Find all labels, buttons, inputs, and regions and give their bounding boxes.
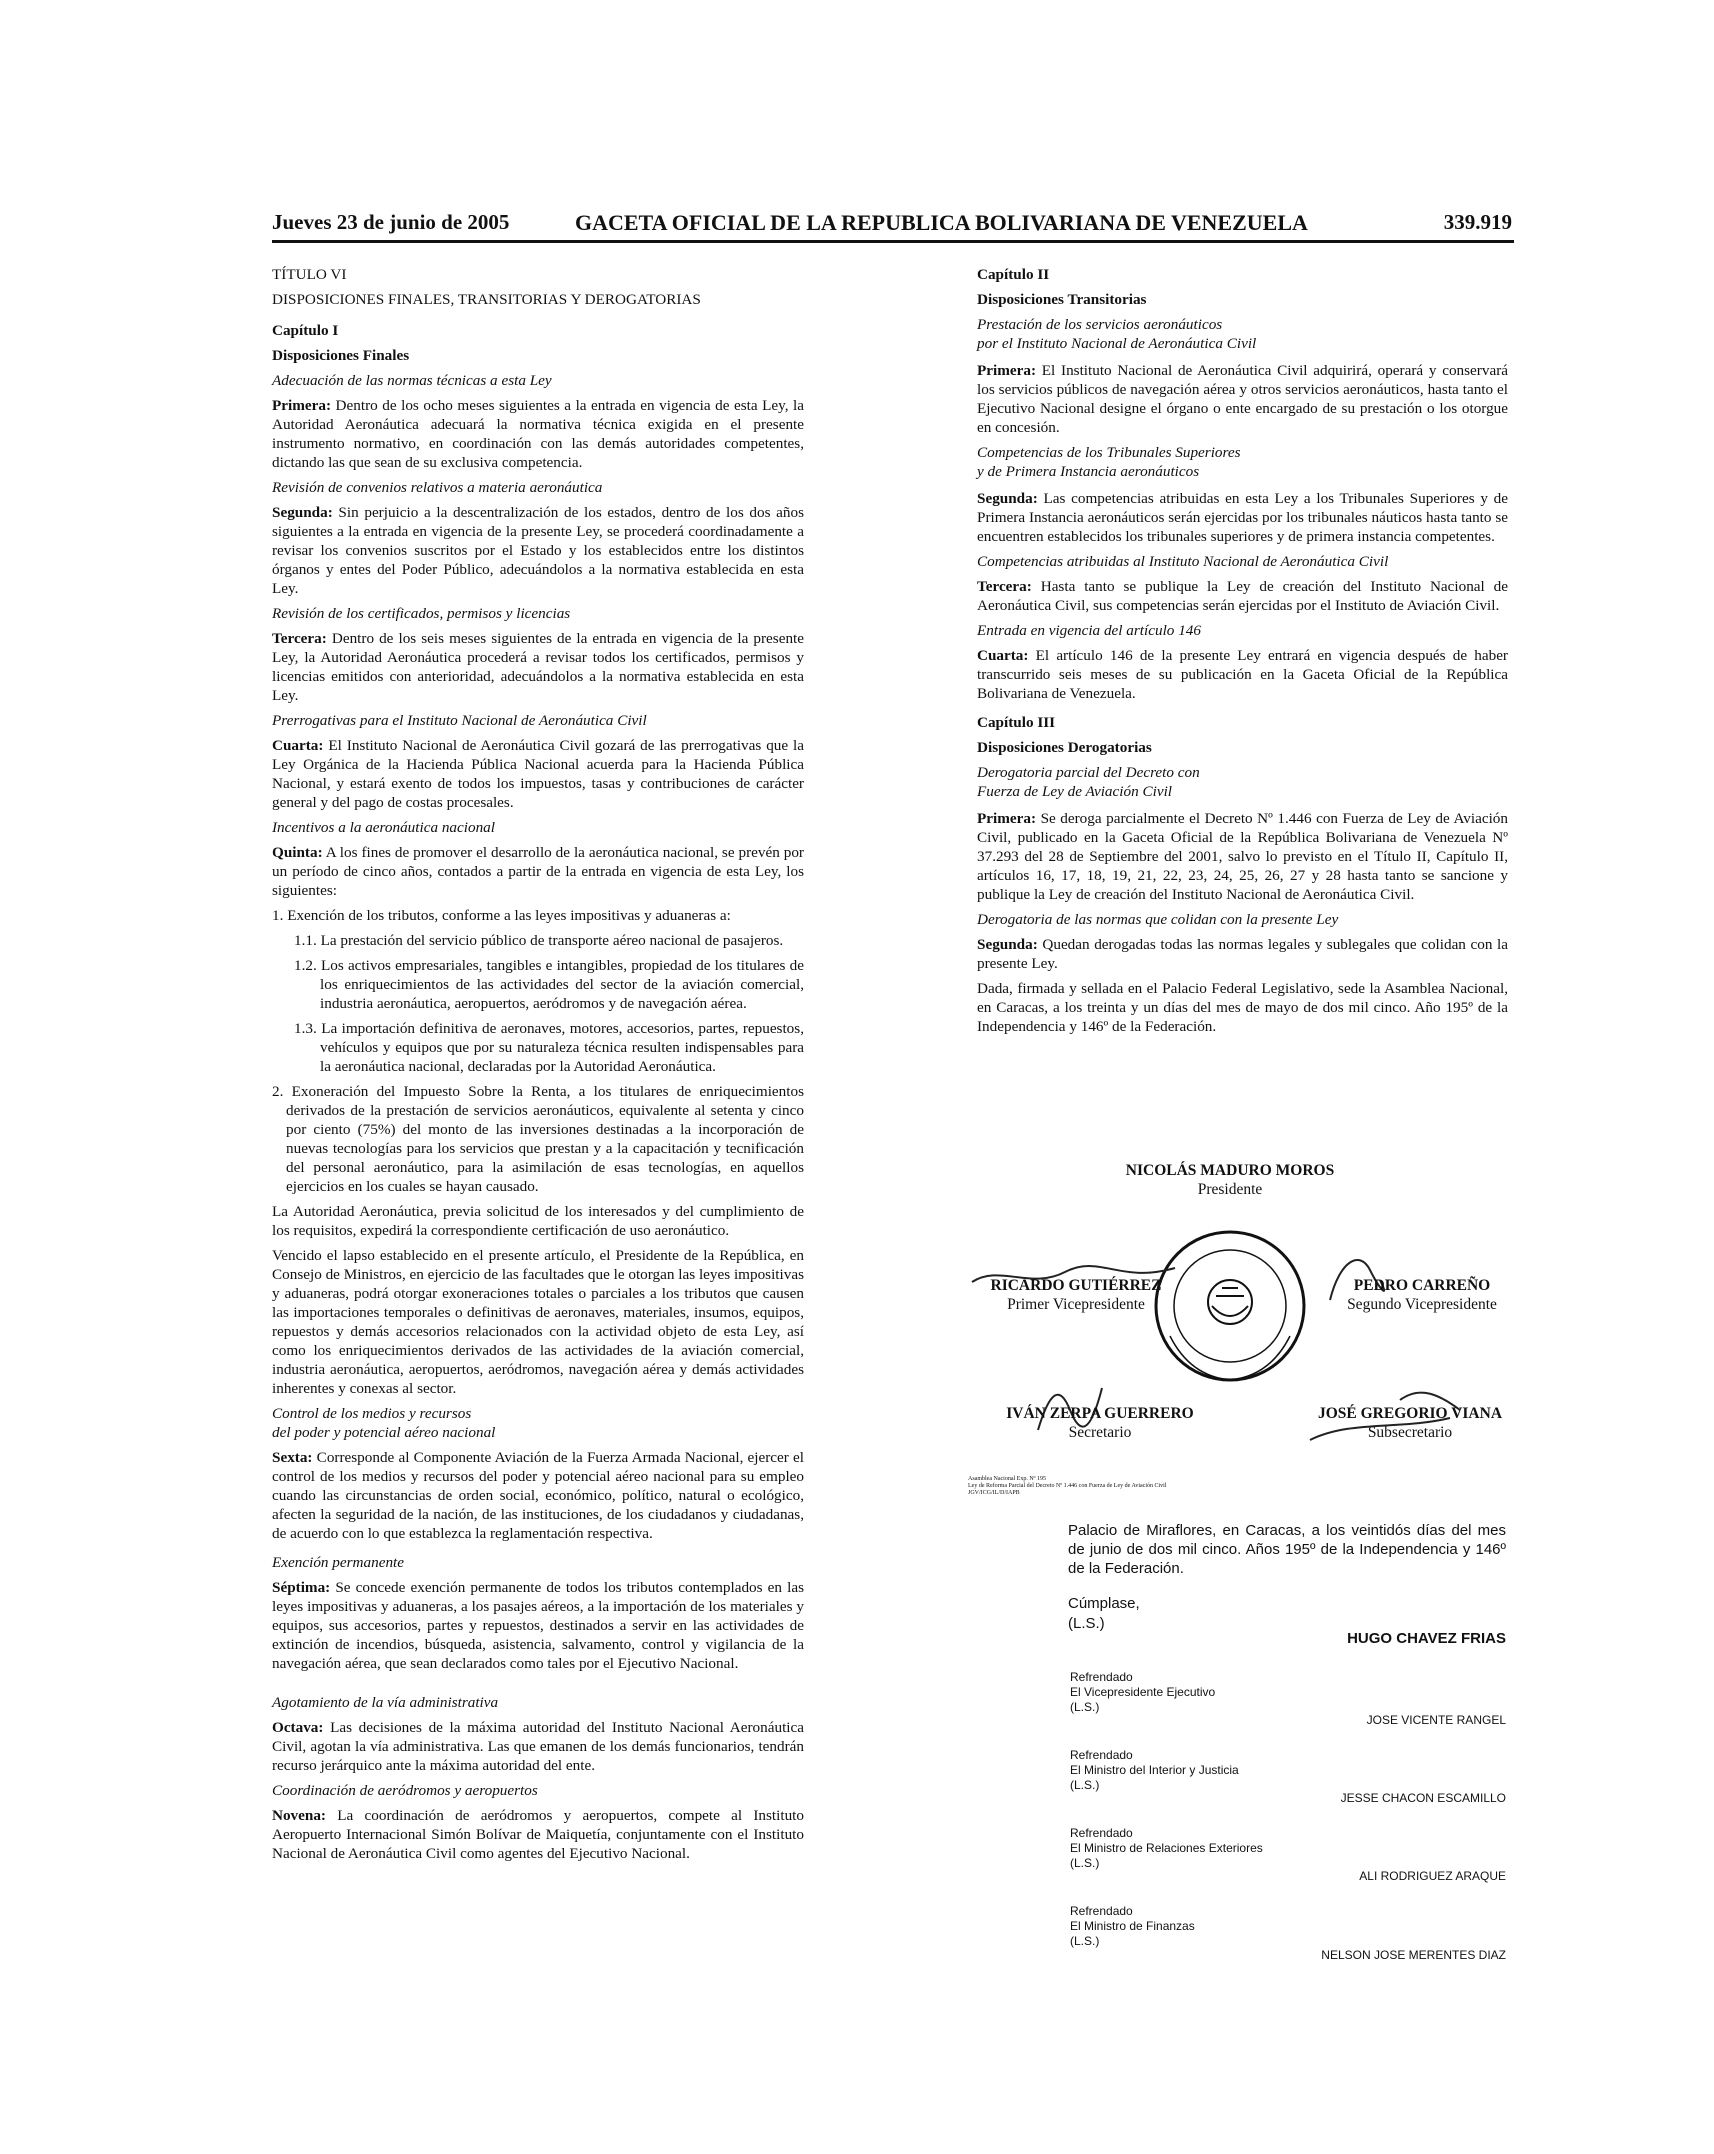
refrendo-2 — [1070, 1748, 1239, 1793]
header-page-number: 339.919 — [1443, 210, 1512, 234]
article-quinta — [272, 843, 804, 900]
signature-vp1 — [966, 1276, 1186, 1314]
rubric-revision-convenios: Revisión de convenios relativos a materia aeronáutica — [272, 479, 603, 496]
signature-president — [1080, 1161, 1380, 1199]
article-text: Sin perjuicio a la descentralización de los estados, dentro de los dos años siguientes a la entrada en vigencia de la presente Ley, se procederá coordinadamente a revisar los convenios suscritos por el Estado y los establecidos entre los distintos órganos y entes del Poder Público, adecuándolos a la normativa establecida en esta Ley. — [272, 504, 804, 597]
rubric-derogatoria-normas: Derogatoria de las normas que colidan con la presente Ley — [977, 911, 1339, 928]
derogatoria-segunda — [977, 935, 1508, 973]
list-item: 1.2. Los activos empresariales, tangibles e intangibles, propiedad de los titulares de los enriquecimientos de las actividades del sector de la aviación comercial, industria aeronáutica, aeropuertos, aeródromos y de navegación aérea. — [294, 957, 804, 1012]
list-item: 1.3. La importación definitiva de aeronaves, motores, accesorios, partes, repuestos, vehículos y equipos que por su naturaleza técnica resulten indispensables para la aeronáutica nacional, declaradas por la Autoridad Aeronáutica. — [294, 1020, 804, 1075]
article-text: Quedan derogadas todas las normas legales y sublegales que colidan con la presente Ley. — [977, 936, 1508, 972]
rubric-incentivos: Incentivos a la aeronáutica nacional — [272, 819, 495, 836]
article-lead: Segunda: — [977, 490, 1038, 507]
capitulo-ii-subheading: Disposiciones Transitorias — [977, 291, 1147, 308]
rubric-entrada-vigencia: Entrada en vigencia del artículo 146 — [977, 622, 1201, 639]
list-item: 1. Exención de los tributos, conforme a las leyes impositivas y aduaneras a: — [272, 907, 731, 924]
article-lead: Primera: — [977, 810, 1037, 827]
refrendo-label: Refrendado — [1070, 1904, 1133, 1918]
signature-vp2 — [1312, 1276, 1532, 1314]
header-rule — [272, 240, 1514, 243]
article-lead: Tercera: — [977, 578, 1032, 595]
article-septima — [272, 1578, 804, 1673]
article-cuarta — [272, 736, 804, 812]
article-text: El Instituto Nacional de Aeronáutica Civil gozará de las prerrogativas que la Ley Orgánica de la Hacienda Pública Nacional acuerda para la Hacienda Pública Nacional, y estará exento de todos los impuestos, tasas y contribuciones de carácter general y del pago de costas procesales. — [272, 737, 804, 811]
transitoria-segunda — [977, 489, 1508, 546]
derogatoria-primera — [977, 809, 1508, 904]
right-column — [977, 265, 1508, 1042]
article-lead: Cuarta: — [977, 647, 1029, 664]
article-lead: Primera: — [272, 397, 332, 414]
transitoria-cuarta — [977, 646, 1508, 703]
signer-role: Presidente — [1197, 1181, 1263, 1198]
article-text: A los fines de promover el desarrollo de la aeronáutica nacional, se prevén por un período de cinco años, contados a partir de la entrada en vigencia de esta Ley, los siguientes: — [272, 844, 804, 899]
rubric-tribunales-2: y de Primera Instancia aeronáuticos — [977, 463, 1200, 480]
article-text: Corresponde al Componente Aviación de la Fuerza Armada Nacional, ejercer el control de los medios y recursos del poder y potencial aéreo nacional para su empleo cuando las circunstancias de orden social, económico, político, natural o ecológico, afecten la seguridad de la nación, de las instituciones, de los ciudadanos y ciudadanas, de acuerdo con lo que establezca la reglamentación respectiva. — [272, 1449, 804, 1542]
article-text: Hasta tanto se publique la Ley de creación del Instituto Nacional de Aeronáutica Civil, sus competencias serán ejercidas por el Instituto de Aviación Civil. — [977, 578, 1508, 614]
filing-note-line: JGV/ICG/IL/D/IAPB — [968, 1490, 1020, 1496]
rubric-prestacion: Prestación de los servicios aeronáuticos — [977, 316, 1223, 333]
refrendo-2-name: JESSE CHACON ESCAMILLO — [1340, 1791, 1506, 1805]
refrendo-office: El Ministro de Finanzas — [1070, 1919, 1195, 1933]
filing-note-line: Asamblea Nacional Exp. Nº 195 — [968, 1476, 1047, 1482]
article-tercera — [272, 629, 804, 705]
refrendo-ls: (L.S.) — [1070, 1778, 1100, 1792]
refrendo-4 — [1070, 1904, 1195, 1949]
refrendo-office: El Ministro del Interior y Justicia — [1070, 1763, 1239, 1777]
refrendo-office: El Vicepresidente Ejecutivo — [1070, 1685, 1216, 1699]
article-text: Se concede exención permanente de todos los tributos contemplados en las leyes impositivas y aduaneras, a los pasajes aéreos, a la importación de los materiales y equipos, sus accesorios, partes y repuestos, destinados a servir en las actividades de extinción de incendios, búsqueda, asistencia, salvamento, control y vigilancia de la navegación aérea, que sean declarados como tales por el Ejecutivo Nacional. — [272, 1579, 804, 1672]
article-lead: Cuarta: — [272, 737, 324, 754]
refrendo-label: Refrendado — [1070, 1670, 1133, 1684]
signer-role: Subsecretario — [1367, 1424, 1453, 1441]
paragraph-dada: Dada, firmada y sellada en el Palacio Federal Legislativo, sede la Asamblea Nacional, en Caracas, a los treinta y un días del mes de mayo de dos mil cinco. Año 195º de la Independencia y 146º de la Federación. — [977, 980, 1508, 1035]
article-lead: Novena: — [272, 1807, 326, 1824]
article-text: Dentro de los ocho meses siguientes a la entrada en vigencia de esta Ley, la Autoridad Aeronáutica adecuará la normativa técnica exigida en el presente instrumento normativo, en coordinación con las demás autoridades competentes, dictando las que sean de su exclusiva competencia. — [272, 397, 804, 471]
refrendo-ls: (L.S.) — [1070, 1856, 1100, 1870]
signer-name: RICARDO GUTIÉRREZ — [990, 1277, 1162, 1294]
header-date: Jueves 23 de junio de 2005 — [272, 210, 510, 234]
titulo-subheading: DISPOSICIONES FINALES, TRANSITORIAS Y DEROGATORIAS — [272, 291, 701, 308]
transitoria-tercera — [977, 577, 1508, 615]
signer-role: Primer Vicepresidente — [1007, 1296, 1145, 1313]
transitoria-primera — [977, 361, 1508, 437]
rubric-control-medios: Control de los medios y recursos — [272, 1405, 472, 1422]
signer-role: Secretario — [1068, 1424, 1132, 1441]
paragraph: Vencido el lapso establecido en el presente artículo, el Presidente de la República, en Consejo de Ministros, en ejercicio de las facultades que le otorgan las leyes impositivas y aduaneras, podrá otorgar exoneraciones totales o parciales a los tributos que causen las importaciones temporales o definitivas de aeronaves, materiales, insumos, equipos, repuestos y demás accesorios relacionados con la actividad objeto de esta Ley, así como los enriquecimientos derivados de las actividades de la aviación comercial, industria aeronáutica, aeropuertos, aeródromos, navegación aérea y demás actividades inherentes y conexas al sector. — [272, 1247, 804, 1397]
signer-name: JOSÉ GREGORIO VIANA — [1317, 1405, 1503, 1422]
filing-note-line: Ley de Reforma Parcial del Decreto Nº 1.446 con Fuerza de Ley de Aviación Civil — [968, 1483, 1167, 1489]
rubric-exencion: Exención permanente — [272, 1554, 404, 1571]
article-primera — [272, 396, 804, 472]
signature-subsecretary — [1300, 1404, 1520, 1442]
capitulo-iii-heading: Capítulo III — [977, 714, 1056, 731]
article-text: El artículo 146 de la presente Ley entrará en vigencia después de haber transcurrido seis meses de su publicación en la Gaceta Oficial de la República Bolivariana de Venezuela. — [977, 647, 1508, 702]
list-item: 2. Exoneración del Impuesto Sobre la Renta, a los titulares de enriquecimientos derivados de la prestación de servicios aeronáuticos, equivalente al setenta y cinco por ciento (75%) del monto de las inversiones destinadas a la incorporación de nuevas tecnologías para los servicios que prestan y a la capacitación y tecnificación del personal aeronáutico, para la asimilación de esas tecnologías, en aquellos ejercicios en los cuales se hayan causado. — [272, 1083, 804, 1195]
rubric-control-medios-2: del poder y potencial aéreo nacional — [272, 1424, 496, 1441]
rubric-coordinacion: Coordinación de aeródromos y aeropuertos — [272, 1782, 538, 1799]
rubric-prerrogativas: Prerrogativas para el Instituto Nacional de Aeronáutica Civil — [272, 712, 647, 729]
header-title: GACETA OFICIAL DE LA REPUBLICA BOLIVARIANA DE VENEZUELA — [575, 210, 1308, 235]
signer-name: PEDRO CARREÑO — [1353, 1277, 1491, 1294]
hugo-chavez-signature: HUGO CHAVEZ FRIAS — [1347, 1630, 1506, 1647]
article-lead: Sexta: — [272, 1449, 313, 1466]
left-column — [272, 265, 804, 1869]
rubric-prestacion-2: por el Instituto Nacional de Aeronáutica Civil — [977, 335, 1257, 352]
capitulo-i-subheading: Disposiciones Finales — [272, 347, 410, 364]
rubric-agotamiento: Agotamiento de la vía administrativa — [272, 1694, 499, 1711]
refrendo-label: Refrendado — [1070, 1826, 1133, 1840]
capitulo-iii-subheading: Disposiciones Derogatorias — [977, 739, 1152, 756]
capitulo-ii-heading: Capítulo II — [977, 266, 1050, 283]
gazette-header — [272, 206, 1512, 240]
article-novena — [272, 1806, 804, 1863]
refrendo-office: El Ministro de Relaciones Exteriores — [1070, 1841, 1263, 1855]
promulgation-text: Palacio de Miraflores, en Caracas, a los veintidós días del mes de junio de dos mil cinco. Años 195º de la Independencia y 146º de la Federación. — [1068, 1522, 1506, 1577]
article-text: Las decisiones de la máxima autoridad del Instituto Nacional Aeronáutica Civil, agotan la vía administrativa. Las que emanen de los demás funcionarios, tendrán recurso jerárquico ante la máxima autoridad del ente. — [272, 1719, 804, 1774]
refrendo-1-name: JOSE VICENTE RANGEL — [1366, 1713, 1506, 1727]
article-lead: Primera: — [977, 362, 1037, 379]
list-item: 1.1. La prestación del servicio público de transporte aéreo nacional de pasajeros. — [294, 932, 784, 949]
article-lead: Segunda: — [977, 936, 1038, 953]
signer-name: NICOLÁS MADURO MOROS — [1125, 1162, 1335, 1179]
article-lead: Segunda: — [272, 504, 333, 521]
rubric-derogatoria-parcial-2: Fuerza de Ley de Aviación Civil — [977, 783, 1173, 800]
rubric-tribunales: Competencias de los Tribunales Superiores — [977, 444, 1241, 461]
article-text: La coordinación de aeródromos y aeropuertos, compete al Instituto Aeropuerto Internacional Simón Bolívar de Maiquetía, conjuntamente con el Instituto Nacional de Aeronáutica Civil como agentes del Ejecutivo Nacional. — [272, 1807, 804, 1862]
article-lead: Octava: — [272, 1719, 324, 1736]
refrendo-ls: (L.S.) — [1070, 1934, 1100, 1948]
article-text: Dentro de los seis meses siguientes de la entrada en vigencia de la presente Ley, la Autoridad Aeronáutica procederá a revisar todos los certificados, permisos y licencias emitidos con anterioridad, adecuándolos a la normativa establecida en esta Ley. — [272, 630, 804, 704]
refrendo-label: Refrendado — [1070, 1748, 1133, 1762]
article-lead: Quinta: — [272, 844, 323, 861]
refrendo-3-name: ALI RODRIGUEZ ARAQUE — [1359, 1869, 1506, 1883]
ls-label: (L.S.) — [1068, 1615, 1105, 1632]
filing-note — [968, 1476, 1248, 1497]
article-octava — [272, 1718, 804, 1775]
paragraph: La Autoridad Aeronáutica, previa solicitud de los interesados y del cumplimiento de los requisitos, expedirá la correspondiente certificación de uso aeronáutico. — [272, 1203, 804, 1239]
cumplase-label: Cúmplase, — [1068, 1595, 1140, 1612]
signer-name: IVÁN ZERPA GUERRERO — [1006, 1405, 1194, 1422]
rubric-competencias-inac: Competencias atribuidas al Instituto Nacional de Aeronáutica Civil — [977, 553, 1389, 570]
article-segunda — [272, 503, 804, 598]
rubric-adecuacion: Adecuación de las normas técnicas a esta Ley — [272, 372, 552, 389]
capitulo-i-heading: Capítulo I — [272, 322, 339, 339]
refrendo-ls: (L.S.) — [1070, 1700, 1100, 1714]
article-text: Las competencias atribuidas en esta Ley a los Tribunales Superiores y de Primera Instancia aeronáuticos serán ejercidas por los tribunales náuticos hasta tanto se encuentren establecidos los tribunales superiores y de primera instancia competentes. — [977, 490, 1508, 545]
refrendo-3 — [1070, 1826, 1263, 1871]
signature-secretary — [980, 1404, 1220, 1442]
rubric-revision-certificados: Revisión de los certificados, permisos y licencias — [272, 605, 571, 622]
article-sexta — [272, 1448, 804, 1543]
article-lead: Séptima: — [272, 1579, 331, 1596]
rubric-derogatoria-parcial: Derogatoria parcial del Decreto con — [977, 764, 1200, 781]
article-lead: Tercera: — [272, 630, 327, 647]
refrendo-4-name: NELSON JOSE MERENTES DIAZ — [1321, 1948, 1506, 1962]
refrendo-1 — [1070, 1670, 1215, 1715]
titulo-heading: TÍTULO VI — [272, 266, 347, 283]
article-text: El Instituto Nacional de Aeronáutica Civil adquirirá, operará y conservará los servicios públicos de navegación aérea y otros servicios aeronáuticos, hasta tanto el Ejecutivo Nacional designe el órgano o ente encargado de su prestación o los otorgue en concesión. — [977, 362, 1508, 436]
signer-role: Segundo Vicepresidente — [1347, 1296, 1497, 1313]
article-text: Se deroga parcialmente el Decreto Nº 1.446 con Fuerza de Ley de Aviación Civil, publicado en la Gaceta Oficial de la República Bolivariana de Venezuela Nº 37.293 del 28 de Septiembre del 2001, salvo lo previsto en el Título II, Capítulo II, artículos 16, 17, 18, 19, 21, 22, 23, 24, 25, 26, 27 y 28 hasta tanto se sancione y publique la Ley de creación del Instituto Nacional de Aeronáutica Civil. — [977, 810, 1508, 903]
